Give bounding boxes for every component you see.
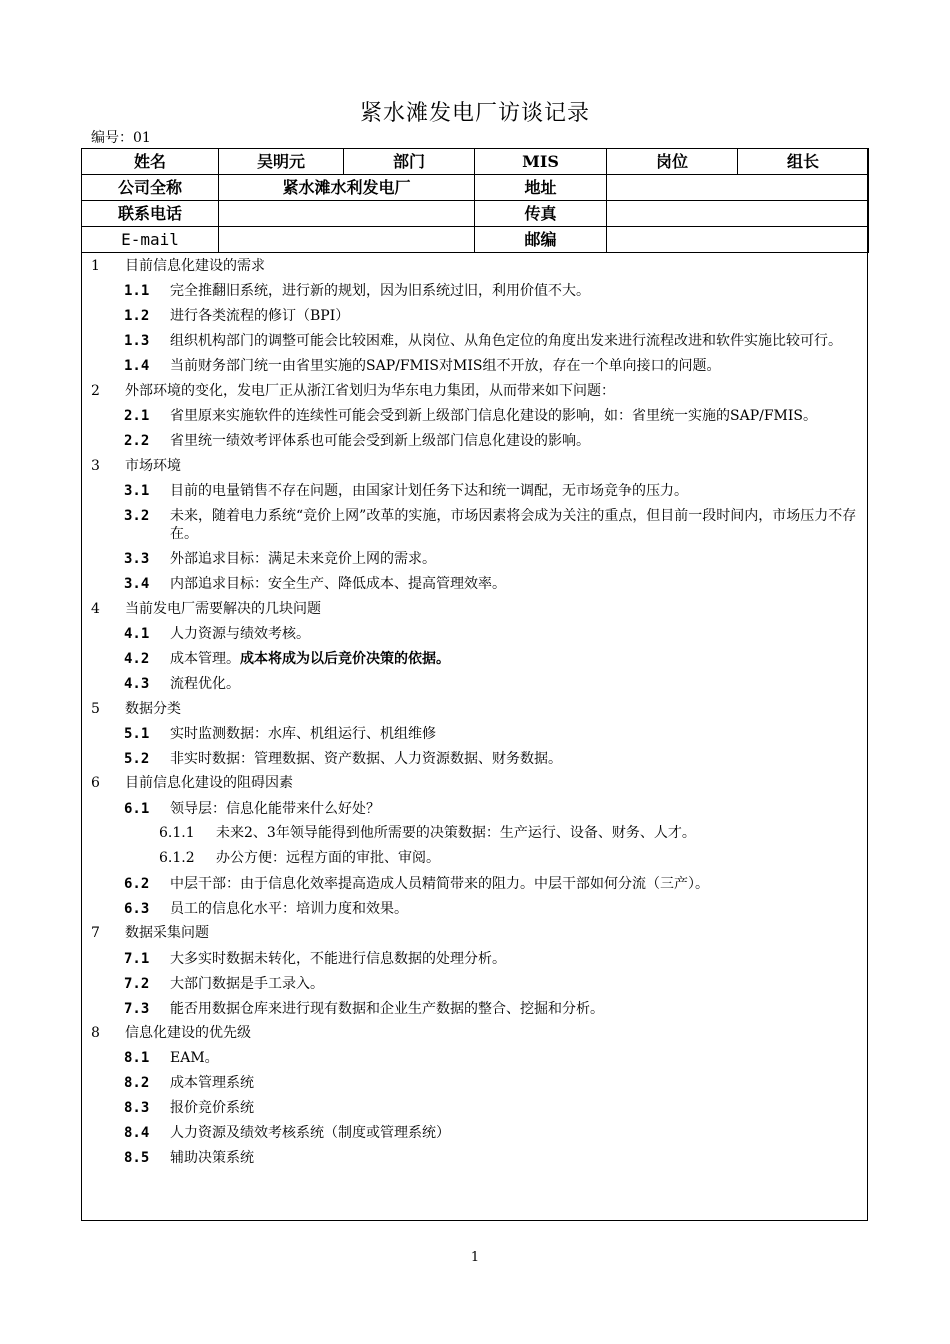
phone-label: 联系电话	[82, 201, 219, 227]
item-text-wrap	[170, 1049, 860, 1067]
name-value: 吴明元	[219, 149, 344, 175]
zip-value	[607, 227, 869, 253]
section-title: 数据采集问题	[125, 925, 209, 942]
section-heading	[81, 254, 868, 279]
list-item	[81, 1121, 868, 1146]
info-row-3	[82, 201, 869, 227]
list-item	[81, 1146, 868, 1171]
item-text-wrap	[170, 482, 860, 500]
section-heading	[81, 1021, 868, 1046]
list-item	[81, 279, 868, 304]
sub-item	[81, 821, 868, 846]
item-number: 2.1	[124, 408, 150, 425]
section-title: 信息化建设的优先级	[125, 1025, 251, 1042]
item-number: 3.4	[124, 576, 150, 593]
item-text-wrap	[170, 307, 860, 325]
item-text: 流程优化。	[170, 676, 240, 693]
section-number: 6	[91, 775, 100, 792]
info-row-1	[82, 149, 869, 175]
item-text-wrap	[170, 975, 860, 993]
list-item	[81, 429, 868, 454]
item-text: 省里原来实施软件的连续性可能会受到新上级部门信息化建设的影响，如：省里统一实施的SAP/FMIS。	[170, 408, 818, 425]
item-text-wrap	[170, 650, 860, 668]
item-text-wrap	[170, 950, 860, 968]
list-item	[81, 746, 868, 771]
post-label: 岗位	[607, 149, 738, 175]
post-value: 组长	[738, 149, 869, 175]
item-text-wrap	[170, 550, 860, 568]
name-label: 姓名	[82, 149, 219, 175]
section-title: 目前信息化建设的阻碍因素	[125, 775, 293, 792]
item-text: 能否用数据仓库来进行现有数据和企业生产数据的整合、挖掘和分析。	[170, 1000, 604, 1017]
item-text-wrap	[170, 625, 860, 643]
section-heading	[81, 454, 868, 479]
item-text-wrap	[170, 332, 860, 350]
sub-item-number: 6.1.2	[159, 850, 195, 867]
item-number: 6.3	[124, 900, 150, 917]
item-number: 4.3	[124, 676, 150, 693]
sub-item	[81, 846, 868, 871]
item-number: 6.2	[124, 875, 150, 892]
item-text: 进行各类流程的修订（BPI）	[170, 308, 350, 325]
item-text-wrap	[170, 675, 860, 693]
item-text: 领导层：信息化能带来什么好处？	[170, 800, 380, 817]
company-value: 紧水滩水利发电厂	[219, 175, 475, 201]
item-number: 3.1	[124, 483, 150, 500]
item-text: 人力资源及绩效考核系统（制度或管理系统）	[170, 1125, 450, 1142]
list-item	[81, 329, 868, 354]
interview-content	[81, 254, 868, 1171]
item-text: 省里统一绩效考评体系也可能会受到新上级部门信息化建设的影响。	[170, 433, 590, 450]
list-item	[81, 796, 868, 821]
item-number: 8.4	[124, 1125, 150, 1142]
list-item	[81, 547, 868, 572]
item-text: 外部追求目标：满足未来竞价上网的需求。	[170, 551, 436, 568]
list-item	[81, 721, 868, 746]
fax-label: 传真	[475, 201, 607, 227]
item-emphasis: 成本将成为以后竞价决策的依据。	[240, 651, 450, 668]
list-item	[81, 871, 868, 896]
item-text: 人力资源与绩效考核。	[170, 626, 310, 643]
address-value	[607, 175, 869, 201]
item-number: 4.1	[124, 626, 150, 643]
item-text: 中层干部：由于信息化效率提高造成人员精简带来的阻力。中层干部如何分流（三产）。	[170, 875, 709, 892]
item-number: 5.2	[124, 750, 150, 767]
list-item	[81, 946, 868, 971]
section-number: 2	[91, 382, 100, 399]
list-item	[81, 896, 868, 921]
item-text-wrap	[170, 1149, 860, 1167]
section-title: 目前信息化建设的需求	[125, 258, 265, 274]
phone-value	[219, 201, 475, 227]
item-text-wrap	[170, 575, 860, 593]
section-heading	[81, 697, 868, 722]
sub-item-text: 办公方便：远程方面的审批、审阅。	[216, 850, 440, 867]
item-number: 1.2	[124, 308, 150, 325]
item-text-wrap	[170, 407, 860, 425]
item-number: 6.1	[124, 800, 150, 817]
section-number: 7	[91, 925, 100, 942]
item-number: 2.2	[124, 433, 150, 450]
info-row-4	[82, 227, 869, 253]
section-title: 市场环境	[125, 457, 181, 474]
item-number: 3.3	[124, 551, 150, 568]
address-label: 地址	[475, 175, 607, 201]
list-item	[81, 404, 868, 429]
item-text-wrap	[170, 1124, 860, 1142]
item-text-wrap	[170, 507, 860, 543]
section-title: 数据分类	[125, 700, 181, 717]
item-text-wrap	[170, 357, 860, 375]
item-text: 未来，随着电力系统“竞价上网”改革的实施，市场因素将会成为关注的重点，但目前一段时间内，市场压力不存在。	[170, 508, 857, 543]
section-number: 5	[91, 700, 100, 717]
item-text-wrap	[170, 750, 860, 768]
list-item	[81, 479, 868, 504]
fax-value	[607, 201, 869, 227]
item-text: 当前财务部门统一由省里实施的SAP/FMIS对MIS组不开放，存在一个单向接口的问题。	[170, 358, 721, 375]
info-table	[81, 148, 869, 253]
section-title: 当前发电厂需要解决的几块问题	[125, 600, 321, 617]
item-number: 8.1	[124, 1050, 150, 1067]
list-item	[81, 1046, 868, 1071]
page-number: 1	[470, 1250, 480, 1265]
list-item	[81, 1071, 868, 1096]
list-item	[81, 1096, 868, 1121]
item-text: 成本管理系统	[170, 1075, 254, 1092]
item-text: 大多实时数据未转化，不能进行信息数据的处理分析。	[170, 950, 506, 967]
section-title: 外部环境的变化，发电厂正从浙江省划归为华东电力集团，从而带来如下问题：	[125, 382, 615, 399]
item-text-wrap	[170, 282, 860, 300]
dept-value: MIS	[475, 149, 607, 175]
section-heading	[81, 771, 868, 796]
item-number: 7.1	[124, 950, 150, 967]
list-item	[81, 354, 868, 379]
item-text-wrap	[170, 875, 860, 893]
item-text: EAM。	[170, 1050, 219, 1067]
email-label: E-mail	[82, 227, 219, 253]
email-value	[219, 227, 475, 253]
sub-item-text: 未来2、3年领导能得到他所需要的决策数据：生产运行、设备、财务、人才。	[216, 825, 696, 842]
item-text-wrap	[170, 1074, 860, 1092]
section-heading	[81, 597, 868, 622]
item-number: 1.3	[124, 333, 150, 350]
item-text-wrap	[170, 725, 860, 743]
item-text-wrap	[170, 1099, 860, 1117]
sub-item-number: 6.1.1	[159, 825, 195, 842]
item-number: 8.5	[124, 1150, 150, 1167]
list-item	[81, 504, 868, 547]
item-text: 目前的电量销售不存在问题，由国家计划任务下达和统一调配，无市场竞争的压力。	[170, 483, 688, 500]
item-text: 实时监测数据：水库、机组运行、机组维修	[170, 725, 436, 742]
section-heading	[81, 379, 868, 404]
item-text: 报价竞价系统	[170, 1100, 254, 1117]
item-number: 1.1	[124, 283, 150, 300]
list-item	[81, 996, 868, 1021]
item-number: 1.4	[124, 358, 150, 375]
list-item	[81, 647, 868, 672]
item-text: 完全推翻旧系统，进行新的规划，因为旧系统过旧，利用价值不大。	[170, 283, 590, 300]
item-number: 8.2	[124, 1075, 150, 1092]
item-text: 辅助决策系统	[170, 1150, 254, 1167]
zip-label: 邮编	[475, 227, 607, 253]
item-text-wrap	[170, 1000, 860, 1018]
item-text-wrap	[170, 900, 860, 918]
section-number: 1	[91, 258, 100, 274]
item-number: 5.1	[124, 725, 150, 742]
item-text: 大部门数据是手工录入。	[170, 975, 324, 992]
item-text-wrap	[170, 800, 860, 818]
list-item	[81, 572, 868, 597]
list-item	[81, 622, 868, 647]
document-number: 编号：01	[91, 130, 151, 146]
item-number: 7.3	[124, 1000, 150, 1017]
item-number: 8.3	[124, 1100, 150, 1117]
list-item	[81, 304, 868, 329]
item-text: 内部追求目标：安全生产、降低成本、提高管理效率。	[170, 576, 506, 593]
item-text: 员工的信息化水平：培训力度和效果。	[170, 900, 408, 917]
dept-label: 部门	[344, 149, 475, 175]
company-label: 公司全称	[82, 175, 219, 201]
item-number: 7.2	[124, 975, 150, 992]
list-item	[81, 971, 868, 996]
section-heading	[81, 921, 868, 946]
section-number: 8	[91, 1025, 100, 1042]
item-text: 成本管理。	[170, 651, 240, 668]
info-row-2	[82, 175, 869, 201]
section-number: 4	[91, 600, 100, 617]
item-number: 4.2	[124, 651, 150, 668]
item-number: 3.2	[124, 508, 150, 525]
list-item	[81, 672, 868, 697]
item-text: 组织机构部门的调整可能会比较困难，从岗位、从角色定位的角度出发来进行流程改进和软件实施比较可行。	[170, 333, 842, 350]
document-title: 紧水滩发电厂访谈记录	[359, 101, 590, 126]
item-text: 非实时数据：管理数据、资产数据、人力资源数据、财务数据。	[170, 750, 562, 767]
section-number: 3	[91, 457, 100, 474]
item-text-wrap	[170, 432, 860, 450]
